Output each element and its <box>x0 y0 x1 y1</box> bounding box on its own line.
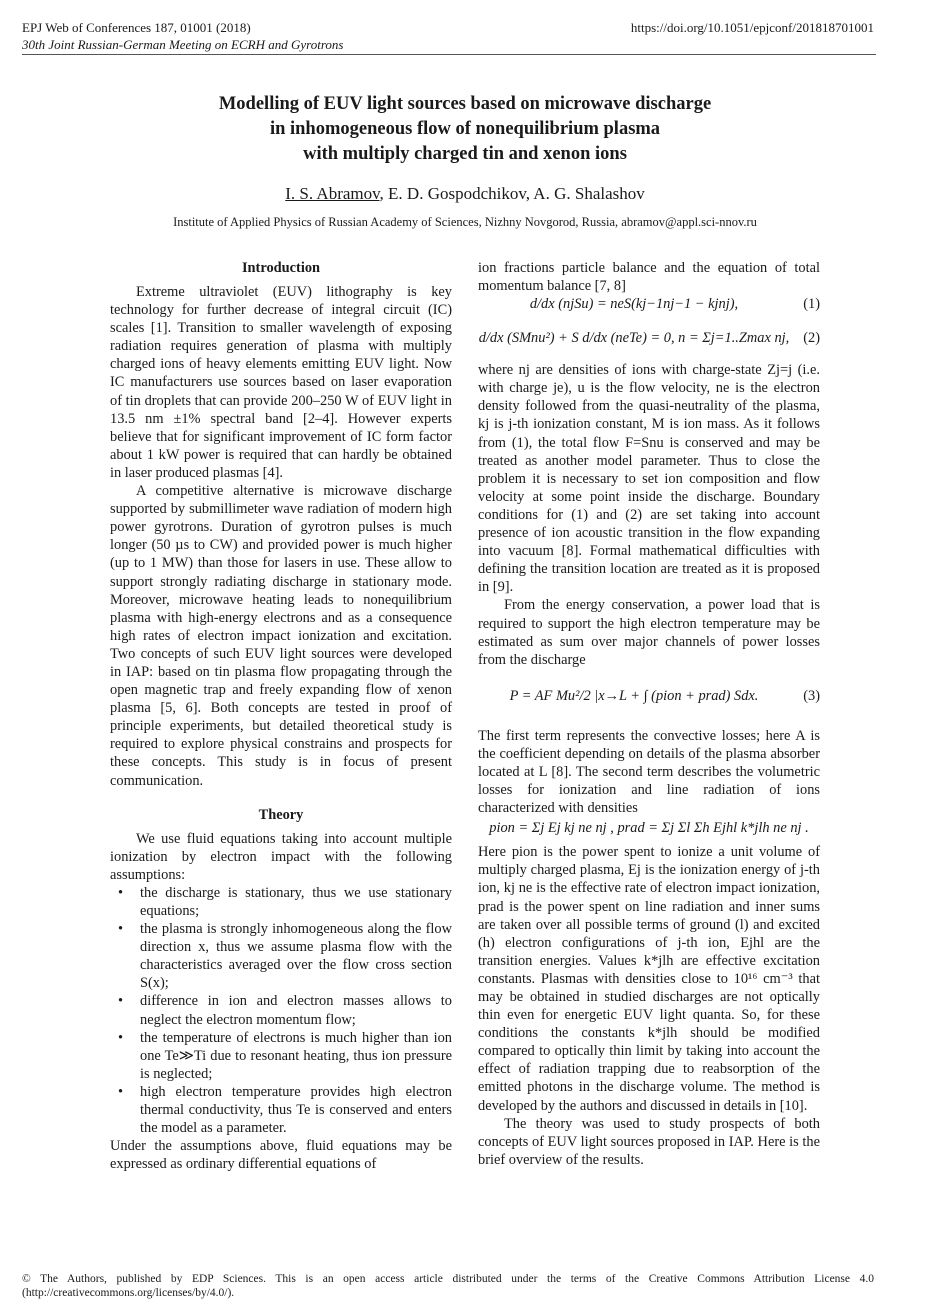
title-line: Modelling of EUV light sources based on microwave discharge <box>218 94 712 114</box>
equation-3: P = AF Mu²/2 |x→L + ∫ (pion + prad) Sdx. (3) <box>509 687 820 704</box>
equation-4: pion = Σj Ej kj ne nj , prad = Σj Σl Σh Ejhl k*jlh ne nj . <box>489 820 809 837</box>
left-column <box>110 259 452 1173</box>
paragraph: A competitive alternative is microwave discharge supported by submillimeter wave radiation of modern high power gyrotrons. Duration of gyrotron pulses is much longer (50 µs to CW) and provided power is much higher (up to 1 MW) than those for lasers in use. These allow to support strongly radiating discharge in stationary mode. Moreover, microwave heating leads to nonequilibrium plasma with high-energy electrons and as a consequence high rates of electron impact ionization and excitation. Two concepts of such EUV light sources were developed in IAP: based on tin plasma flow propagating through the open magnetic trap and freely expanding flow of xenon plasma [5, 6]. Both concepts are tested in proof of principle experiments, but detailed theoretical study is required to explore physical constrains and prospects for these concepts. This study is in focus of present communication. <box>110 483 452 789</box>
doi-link[interactable]: https://doi.org/10.1051/epjconf/201818701001 <box>630 20 874 35</box>
paragraph: The first term represents the convective losses; here A is the coefficient depending on details of the plasma absorber located at L [8]. The second term describes the volumetric losses for ionization and line radiation of ions characterized with densities <box>478 727 820 817</box>
paragraph: We use fluid equations taking into account multiple ionization by electron impact with the following assumptions: <box>110 830 452 883</box>
paragraph: where nj are densities of ions with charge-state Zj=j (i.e. with charge je), u is the flow velocity, ne is the electron density followed from the quasi-neutrality of the plasma, kj is j-th ionization constant, M is ion mass. As it follows from (1), the total flow F=Snu is conserved and may be treated as another model parameter. Thus to close the problem it is necessary to set ion composition and flow velocity at some point inside the discharge. Boundary conditions for (1) and (2) are set taking into account presence of ion acoustic transition in the flow expanding into vacuum [8]. Formal mathematical difficulties with defining the transition location are treated as it is proposed in [9]. <box>478 362 820 596</box>
assumption-list <box>110 884 452 1137</box>
affiliation: Institute of Applied Physics of Russian Academy of Sciences, Nizhny Novgorod, Russia, abramov@appl.sci-nnov.ru <box>173 215 757 229</box>
paragraph: Under the assumptions above, fluid equations may be expressed as ordinary differential equations of <box>110 1138 452 1173</box>
journal-name: EPJ Web of Conferences 187, 01001 (2018) <box>22 20 251 35</box>
author-list <box>0 184 930 204</box>
bullet-icon: • <box>118 993 124 1010</box>
co-authors: , E. D. Gospodchikov, A. G. Shalashov <box>379 184 645 203</box>
paragraph: ion fractions particle balance and the equation of total momentum balance [7, 8] <box>478 260 820 295</box>
bullet-icon: • <box>118 921 124 938</box>
paragraph: The theory was used to study prospects of both concepts of EUV light sources proposed in IAP. Here is the brief overview of the results. <box>478 1115 820 1168</box>
bullet-icon: • <box>118 884 124 901</box>
right-column <box>478 259 820 1169</box>
title-line: in inhomogeneous flow of nonequilibrium plasma <box>269 119 661 139</box>
bullet-icon: • <box>118 1083 124 1100</box>
journal-citation <box>22 20 251 36</box>
paragraph: Extreme ultraviolet (EUV) lithography is key technology for further decrease of integral circuit (IC) scales [1]. Transition to smaller wavelength of exposing radiation requires generation of plasma with multiply charged ions of heavy elements emitting EUV light. Now IC manufacturers use sources based on laser evaporation of tin droplets that can provide 200–250 W of EUV light in 13.5 nm ±1% spectral band [2–4]. However experts believe that for significant improvement of IC form factor about 1 kW power is required that can hardly be obtained in laser produced plasmas [4]. <box>110 284 452 481</box>
paragraph: Here pion is the power spent to ionize a unit volume of multiply charged plasma, Ej is the ionization energy of j-th ion, kj ne is the effective rate of electron impact ionization, prad is the power spent on line radiation and inner sums are taken over all possible terms of ground (l) and excited (h) electron configurations of j-th ion, Ejhl are the transition energies. Values k*jlh are effective excitation constants. Plasmas with densities close to 10¹⁶ cm⁻³ that may be obtained in studied discharges are not optically thin even for energetic EUV light quanta. So, for these conditions the constants k*jlh should be modified compared to optically thin limit by taking into account the effect of radiation trapping due to reabsorption of the emitted photons in the discharge volume. The method is developed by the authors and discussed in details in [10]. <box>478 844 820 1114</box>
meeting-name: 30th Joint Russian-German Meeting on ECRH and Gyrotrons <box>22 37 344 52</box>
paper-title <box>0 92 930 167</box>
section-heading-introduction: Introduction <box>241 260 321 276</box>
bullet-icon: • <box>118 1029 124 1046</box>
list-item: • difference in ion and electron masses allows to neglect the electron momentum flow; <box>118 993 452 1028</box>
license-footer: © The Authors, published by EDP Sciences. This is an open access article distributed under the terms of the Creative Commons Attribution License 4.0 (http://creativecommons.org/licenses/by/4.0/). <box>22 1273 874 1299</box>
list-item: • high electron temperature provides high electron thermal conductivity, thus Te is conserved and enters the model as a parameter. <box>118 1083 452 1137</box>
equation-number: (1) <box>803 296 820 313</box>
equation-1: d/dx (njSu) = neS(kj−1nj−1 − kjnj), (1) <box>529 296 820 313</box>
title-line: with multiply charged tin and xenon ions <box>303 144 627 164</box>
header-divider <box>22 54 876 55</box>
equation-2: d/dx (SMnu²) + S d/dx (neTe) = 0, n = Σj=1..Zmax nj, (2) <box>478 330 820 347</box>
paragraph: From the energy conservation, a power load that is required to support the high electron temperature may be estimated as sum over major channels of power losses from the discharge <box>478 597 820 668</box>
section-heading-theory: Theory <box>258 806 304 823</box>
list-item: • the plasma is strongly inhomogeneous along the flow direction x, thus we assume plasma flow with the characteristics averaged over the flow cross section S(x); <box>118 921 452 992</box>
equation-number: (2) <box>803 330 820 347</box>
equation-number: (3) <box>803 687 820 704</box>
corresponding-author[interactable]: I. S. Abramov <box>285 184 380 203</box>
list-item: • the temperature of electrons is much higher than ion one Te≫Ti due to resonant heating, thus ion pressure is neglected; <box>118 1029 452 1082</box>
list-item: • the discharge is stationary, thus we use stationary equations; <box>118 884 452 919</box>
